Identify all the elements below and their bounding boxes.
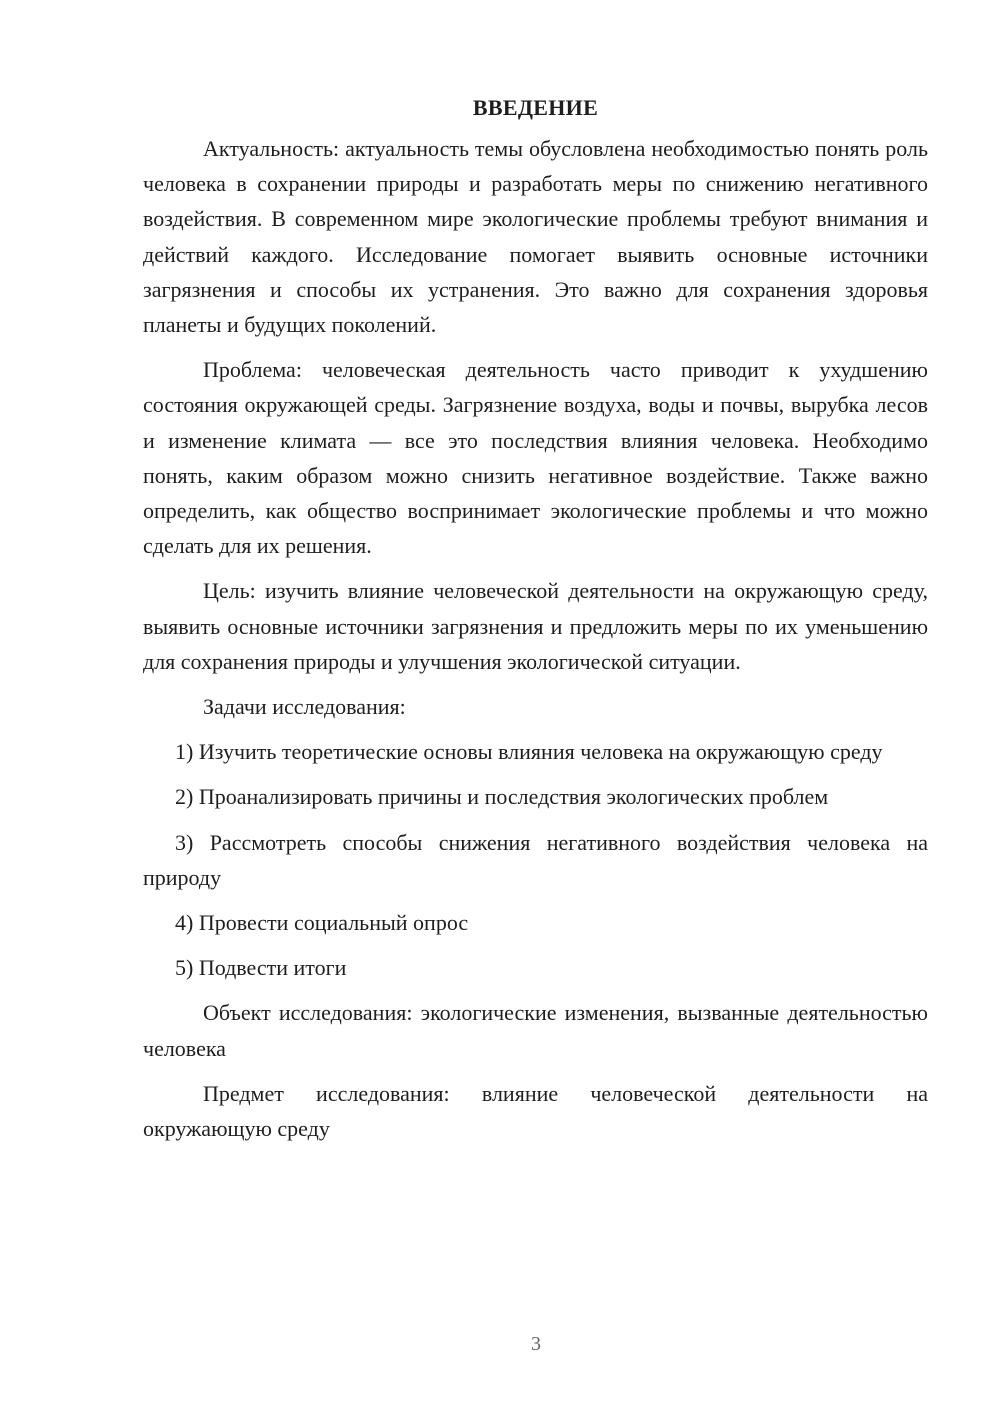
page-number: 3 — [531, 1333, 541, 1355]
task-item: 1) Изучить теоретические основы влияния человека на окружающую среду — [175, 739, 883, 765]
paragraph-relevance: Актуальность: актуальность темы обусловлена необходимостью понять роль человека в сохранении природы и разработать меры по снижению негативного воздействия. В современном мире экологические проблемы требуют внимания и действий каждого. Исследование помогает выявить основные источники загрязнения и способы их устранения. Это важно для сохранения здоровья планеты и будущих поколений. — [143, 136, 928, 338]
page-title: ВВЕДЕНИЕ — [472, 95, 599, 120]
document-page — [143, 90, 928, 1156]
task-item: 2) Проанализировать причины и последствия экологических проблем — [175, 784, 829, 810]
paragraph-object: Объект исследования: экологические изменения, вызванные деятельностью человека — [143, 1000, 928, 1061]
task-item: 5) Подвести итоги — [175, 955, 347, 981]
tasks-heading: Задачи исследования: — [203, 694, 406, 720]
task-item: 3) Рассмотреть способы снижения негативного воздействия человека на природу — [143, 829, 928, 890]
paragraph-problem: Проблема: человеческая деятельность часто приводит к ухудшению состояния окружающей среды. Загрязнение воздуха, воды и почвы, вырубка лесов и изменение климата — все это последствия влияния человека. Необходимо понять, каким образом можно снизить негативное воздействие. Также важно определить, как общество воспринимает экологические проблемы и что можно сделать для их решения. — [143, 357, 928, 559]
paragraph-subject: Предмет исследования: влияние человеческой деятельности на окружающую среду — [143, 1080, 928, 1142]
task-item: 4) Провести социальный опрос — [175, 910, 469, 936]
paragraph-goal: Цель: изучить влияние человеческой деятельности на окружающую среду, выявить основные источники загрязнения и предложить меры по их уменьшению для сохранения природы и улучшения экологической ситуации. — [143, 578, 928, 674]
